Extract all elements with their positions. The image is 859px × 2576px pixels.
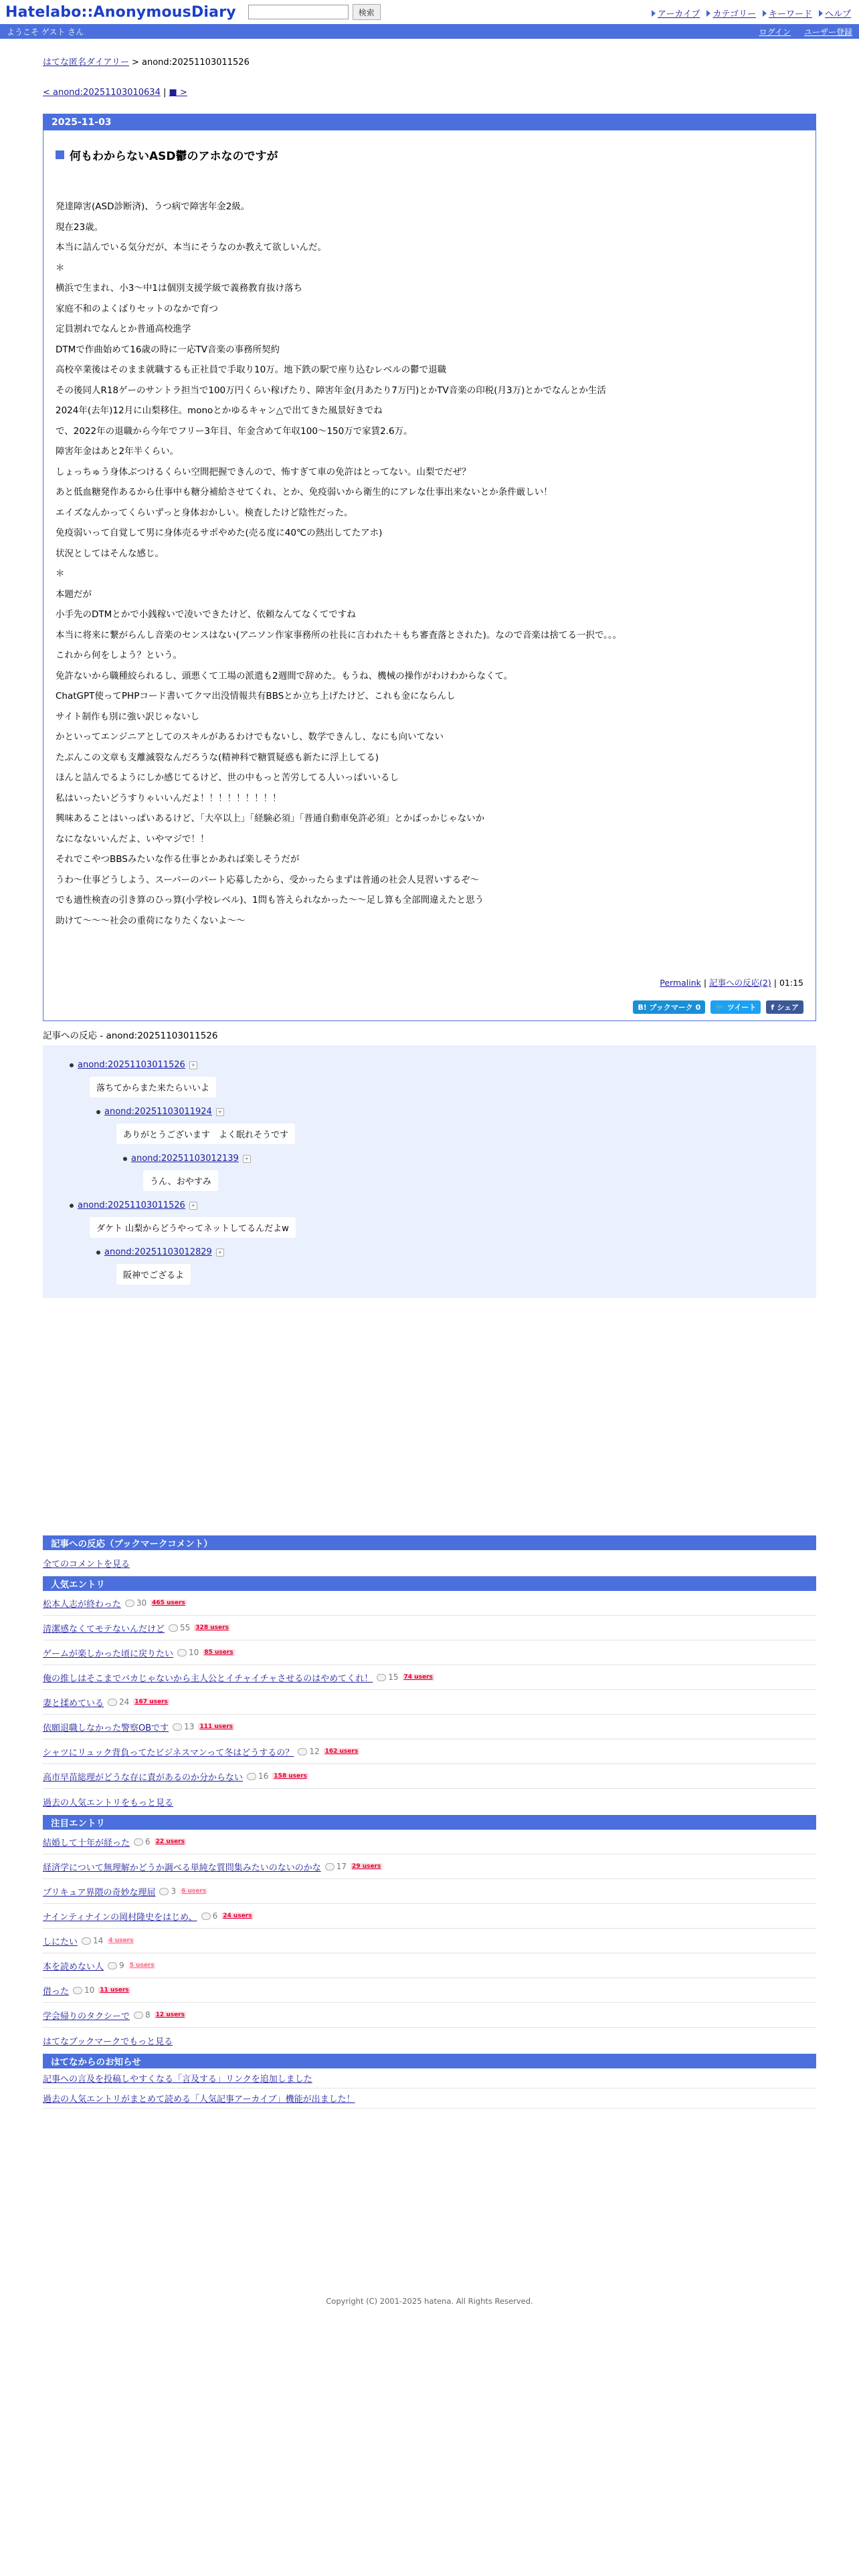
entry-line: 2024年(去年)12月に山梨移住。monoとかゆるキャン△で出てきた風景好きでね [56,405,383,416]
comment-count: 15 [377,1673,398,1682]
entry-link[interactable]: シャツにリュック背負ってたビジネスマンって冬はどうするの？ [43,1747,294,1758]
entry-line: 小手先のDTMとかで小銭稼いで凌いできたけど、依頼なんてなくてですね [56,609,356,620]
reaction-item [70,1200,803,1243]
reaction-item [96,1247,803,1290]
comment-bubble-icon [73,1987,82,1994]
entry-footer: Permalink | 記事への反応(2) | 01:15 [660,978,803,988]
notable-row [43,2003,816,2028]
reaction-text: うん、おやすみ [143,1170,218,1191]
notable-row [43,1929,816,1953]
entry-link[interactable]: 松本人志が終わった [43,1599,121,1610]
comment-count: 6 [201,1911,218,1921]
users-badge[interactable]: 24 users [223,1913,252,1919]
entry-line: これから何をしよう？という。 [56,650,182,661]
entry-link[interactable]: 妻と揉めている [43,1698,104,1709]
register-link[interactable]: ユーザー登録 [803,27,852,37]
comment-bubble-icon [82,1937,91,1945]
entry-line: 発達障害(ASD診断済)、うつ病で障害年金2級。 [56,201,250,212]
entry-time: 01:15 [779,978,803,988]
comment-bubble-icon [298,1748,307,1755]
copyright: Copyright (C) 2001-2025 hatena. All Rights Reserved. [326,2296,533,2306]
sidebar-sections [43,1535,816,2109]
comment-bubble-icon [177,1649,187,1656]
bookmark-comments-title: 記事への反応（ブックマークコメント） [43,1535,816,1550]
users-badge[interactable]: 167 users [134,1699,168,1705]
welcome-bar [0,24,859,39]
arrow-icon [819,10,823,17]
nav-archive[interactable]: アーカイブ [652,7,700,19]
popular-row [43,1764,816,1789]
users-badge[interactable]: 158 users [274,1773,307,1780]
popular-row [43,1690,816,1715]
users-badge[interactable]: 4 users [108,1937,134,1944]
expand-icon[interactable]: + [243,1155,251,1163]
reaction-header [70,1060,803,1070]
arrow-icon [763,10,767,17]
comment-count: 17 [325,1862,347,1871]
notable-row [43,1904,816,1929]
search-input[interactable] [248,5,349,19]
reaction-link[interactable]: anond:20251103011526 [78,1060,185,1070]
entry-link[interactable]: 借った [43,1986,70,1997]
entry-link[interactable]: 清潔感なくてモテないんだけど [43,1624,165,1634]
comment-bubble-icon [377,1674,386,1681]
entry-line: うわ〜仕事どうしよう、スーパーのパート応募したから、受かったらまずは普通の社会人見習いするぞ〜 [56,874,480,885]
entry-line: 助けて〜〜〜社会の重荷になりたくないよ〜〜 [56,915,246,926]
popular-row [43,1665,816,1690]
notice-row [43,2068,816,2088]
reaction-header [96,1247,803,1257]
entry-line: 定員割れでなんとか普通高校進学 [56,324,191,334]
entry-line: 家庭不和のよくばりセットのなかで育つ [56,303,218,314]
reaction-item [96,1107,803,1150]
popular-row [43,1616,816,1640]
popular-entries-title: 人気エントリ [43,1576,816,1591]
entry-link[interactable]: プリキュア界隈の奇妙な理屈 [43,1887,156,1898]
reactions-tree [43,1045,816,1298]
entry-link[interactable]: 本を読めない人 [43,1961,104,1972]
entry-line: あと低血糖発作あるから仕事中も糖分補給させてくれ、とか、免疫弱いから衛生的にアレな仕事出来ないとか条件厳しい！ [56,487,553,498]
entry-line: しょっちゅう身体ぶつけるくらい空間把握できんので、怖すぎて車の免許はとってない。山梨でだぜ？ [56,466,471,477]
notice-link[interactable]: 過去の人気エントリがまとめて読める「人気記事アーカイブ」機能が出ました！ [43,2095,355,2105]
users-badge[interactable]: 22 users [155,1838,185,1845]
reaction-header [123,1154,803,1164]
comment-count: 16 [247,1772,268,1781]
comment-count: 6 [134,1837,151,1846]
comment-count: 12 [298,1747,319,1756]
comment-bubble-icon [169,1624,178,1632]
welcome-text: ようこそ ゲスト さん [7,27,84,37]
search-button[interactable]: 検索 [353,4,381,20]
twitter-icon: 🐦 [715,1002,725,1012]
entry-link[interactable]: 高市早苗総理がどうな存に責があるのか分からない [43,1772,244,1783]
entry-link[interactable]: ナインティナインの岡村隆史をはじめ、 [43,1912,197,1923]
bullet-icon [123,1157,127,1161]
comment-count: 8 [134,2010,151,2020]
main-content [43,55,816,2105]
entry-line: 本当に将来に繋がらんし音楽のセンスはない(アニソン作家事務所の社長に言われた＋もち審査落とされた)。なので音楽は捨てる一択で。。。 [56,629,622,641]
entry-link[interactable]: 経済学について無理解かどうか調べる単純な質問集みたいのないのかな [43,1862,321,1873]
reaction-item [123,1154,803,1196]
comment-bubble-icon [247,1773,256,1780]
breadcrumb-current: anond:20251103011526 [142,58,250,68]
popular-row [43,1739,816,1764]
notable-row [43,1953,816,1978]
permalink-link[interactable]: Permalink [660,978,701,988]
next-entry-link[interactable]: ■ > [169,88,187,98]
users-badge[interactable]: 162 users [324,1748,359,1755]
entry-line: 免疫弱いって自覚して男に身体売るサポやめた(売る度に40℃の熱出してたアホ) [56,528,383,538]
comment-bubble-icon [325,1863,335,1870]
reaction-link[interactable]: anond:20251103011526 [78,1200,185,1210]
comment-count: 10 [73,1985,94,1995]
entry-line: 本題だが [56,588,92,600]
notice-title: はてなからのお知らせ [43,2054,816,2068]
reaction-link[interactable]: anond:20251103011924 [104,1107,212,1117]
comment-bubble-icon [108,1962,117,1969]
expand-icon[interactable]: + [216,1108,224,1116]
login-link[interactable]: ログイン [759,27,791,37]
reaction-text: 落ちてからまた来たらいいよ [90,1077,216,1097]
entry-link[interactable]: ゲームが楽しかった頃に戻りたい [43,1648,174,1659]
popular-list [43,1591,816,1789]
entry-link[interactable]: 学会帰りのタクシーで [43,2011,130,2022]
entry-line: 横浜で生まれ、小3〜中1は個別支援学級で義務教育抜け落ち [56,283,302,294]
comment-count: 9 [108,1961,124,1970]
bullet-icon [70,1063,74,1067]
arrow-icon [706,10,710,17]
entry-line: 現在23歳。 [56,221,104,233]
entry-line: 状況としてはそんな感じ。 [56,548,164,559]
expand-icon[interactable]: + [189,1202,197,1210]
users-badge[interactable]: 465 users [152,1600,185,1606]
entry-line: 興味あることはいっぱいあるけど、「大卒以上」「経験必須」「普通自動車免許必須」とかばっかじゃないか [56,813,485,824]
notable-more-link[interactable]: はてなブックマークでもっと見る [43,2037,173,2047]
entry-link[interactable]: 俺の推しはそこまでバカじゃないから主人公とイチャイチャさせるのはやめてくれ！ [43,1673,373,1684]
nav-category[interactable]: カテゴリー [706,7,755,19]
bullet-icon [96,1251,100,1255]
comment-bubble-icon [134,2012,143,2019]
users-badge[interactable]: 29 users [352,1863,381,1870]
share-buttons [56,1000,803,1014]
entry-box [43,114,816,1021]
notable-list [43,1830,816,2028]
comment-bubble-icon [201,1913,211,1920]
users-badge[interactable]: 74 users [403,1674,433,1681]
reaction-link[interactable]: anond:20251103012829 [104,1247,212,1257]
users-badge[interactable]: 11 users [100,1987,129,1994]
nav-help[interactable]: ヘルプ [819,7,851,19]
comment-count: 14 [82,1936,103,1945]
entry-line: ＊ [56,262,65,274]
nav-keyword[interactable]: キーワード [763,7,812,19]
entry-line: 免許ないから職種絞られるし、頭悪くて工場の派遣も2週間で辞めた。もうね、機械の操作がわけわからなくて。 [56,670,513,681]
hatena-bookmark-button[interactable]: B! ブックマーク 0 [633,1000,705,1014]
entry-line: ChatGPT使ってPHPコード書いてクマ出没情報共有BBSとか立ち上げたけど、これも金にならんし [56,691,456,702]
entry-line: エイズなんかってくらいずっと身体おかしい。検査したけど陰性だった。 [56,507,353,518]
reaction-text: ダケト 山梨からどうやってネットしてるんだよw [90,1217,296,1238]
entry-line: ＊ [56,568,65,579]
comment-bubble-icon [134,1838,143,1846]
expand-icon[interactable]: + [189,1061,197,1069]
reactions-title: 記事への反応 - anond:20251103011526 [43,1031,218,1041]
notable-entries-title: 注目エントリ [43,1815,816,1830]
entry-line: 本当に詰んでいる気分だが、本当にそうなのか教えて欲しいんだ。 [56,242,326,253]
popular-row [43,1591,816,1616]
users-badge[interactable]: 5 users [129,1962,155,1969]
entry-line: それでこやつBBSみたいな作る仕事とかあれば楽しそうだが [56,854,300,865]
breadcrumb-home[interactable]: はてな匿名ダイアリー [43,58,129,68]
reaction-header [70,1200,803,1210]
notice-row [43,2088,816,2109]
users-badge[interactable]: 328 users [195,1624,229,1631]
entry-line: かといってエンジニアとしてのスキルがあるわけでもないし、数学できんし、なにも向いてない [56,732,444,742]
entry-date: 2025-11-03 [43,114,816,130]
facebook-share-button[interactable]: f シェア [766,1000,803,1014]
comment-bubble-icon [125,1600,134,1607]
entry-body [56,197,803,931]
entry-line: DTMで作曲始めて16歳の時に一応TV音楽の事務所契約 [56,344,280,355]
breadcrumb: はてな匿名ダイアリー > anond:20251103011526 [43,58,250,68]
users-badge[interactable]: 6 users [181,1888,207,1895]
comment-count: 10 [177,1648,199,1657]
entry-line: で、2022年の退職から今年でフリー3年目、年金含めて年収100〜150万で家賃2.6万。 [56,425,413,437]
reaction-header [96,1107,803,1117]
reaction-text: ありがとうございます よく眠れそうです [116,1123,295,1144]
entry-link[interactable]: 依願退職しなかった警察OBです [43,1723,169,1733]
square-icon[interactable] [56,150,64,159]
bullet-icon [70,1204,74,1208]
reaction-link[interactable]: anond:20251103012139 [131,1154,239,1164]
arrow-icon [652,10,656,17]
prev-entry-link[interactable]: < anond:20251103010634 [43,88,161,98]
notable-row [43,1830,816,1854]
tweet-button[interactable]: 🐦 ツイート [710,1000,761,1014]
comment-bubble-icon [159,1888,169,1895]
entry-line: なになないいんだよ、いやマジで！！ [56,833,209,845]
notice-list [43,2068,816,2109]
reaction-text: 阪神でござるよ [116,1264,191,1285]
users-badge[interactable]: 111 users [199,1723,233,1730]
entry-line: たぶんこの文章も支離滅裂なんだろうな(精神科で糖質疑惑も新たに浮上してる) [56,752,379,763]
reactions-link[interactable]: 記事への反応(2) [709,978,771,988]
bullet-icon [96,1110,100,1114]
comment-count: 55 [169,1623,190,1632]
entry-line: サイト制作も別に強い訳じゃないし [56,711,200,722]
entry-line: でも適性検査の引き算のひっ算(小学校レベル)、1問も答えられなかった〜〜足し算も全部間違えたと思う [56,895,484,905]
popular-more-link[interactable]: 過去の人気エントリをもっと見る [43,1798,174,1808]
popular-row [43,1640,816,1665]
entry-line: ほんと詰んでるようにしか感じてるけど、世の中もっと苦労してる人いっぱいいるし [56,772,399,783]
entry-line: その後同人R18ゲーのサントラ担当で100万円くらい稼げたり、障害年金(月あたり7万円)とかTV音楽の印税(月3万)とかでなんとか生活 [56,385,606,396]
site-logo[interactable]: Hatelabo::AnonymousDiary [5,3,236,21]
popular-row [43,1715,816,1739]
entry-link[interactable]: しにたい [43,1937,78,1947]
comment-bubble-icon [108,1699,117,1706]
users-badge[interactable]: 85 users [204,1649,233,1656]
notice-link[interactable]: 記事への言及を投稿しやすくなる「言及する」リンクを追加しました [43,2074,312,2084]
entry-line: 高校卒業後はそのまま就職するも正社員で手取り10万。地下鉄の駅で座り込むレベルの鬱で退職 [56,364,447,375]
notable-row [43,1854,816,1879]
facebook-icon: f [771,1002,775,1012]
comment-count: 13 [173,1722,194,1731]
users-badge[interactable]: 12 users [155,2012,185,2018]
comment-bubble-icon [173,1723,182,1731]
comment-count: 24 [108,1697,129,1707]
entry-link[interactable]: 結婚して十年が経った [43,1838,130,1848]
comment-count: 30 [125,1598,147,1608]
expand-icon[interactable]: + [216,1249,224,1257]
pager: < anond:20251103010634 | ■ > [43,88,187,98]
entry-title: 何もわからないASD鬱のアホなのですが [56,146,803,163]
top-nav [652,7,851,19]
entry-line: 私はいったいどうすりゃいいんだよ！！！！！！！！！ [56,792,282,804]
notable-row [43,1978,816,2003]
entry-line: 障害年金はあと2年半くらい。 [56,446,179,457]
reaction-item [70,1060,803,1103]
comment-count: 3 [159,1887,176,1896]
notable-row [43,1879,816,1904]
all-comments-link[interactable]: 全てのコメントを見る [43,1560,130,1570]
top-bar [0,0,859,24]
